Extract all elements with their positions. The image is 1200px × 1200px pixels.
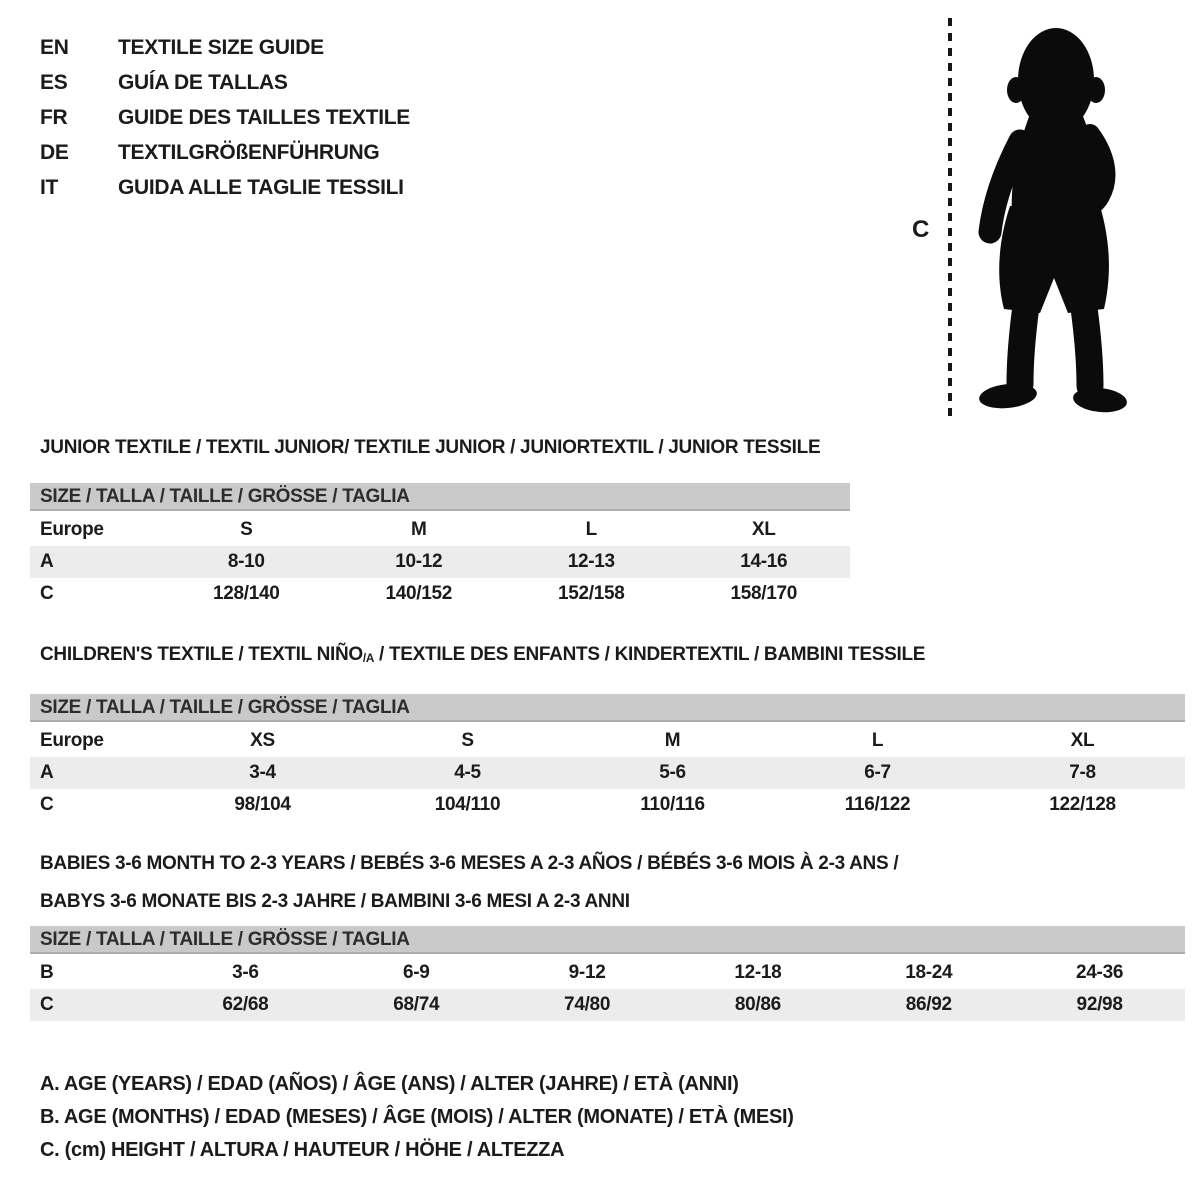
table-cell: M: [664, 730, 681, 752]
toddler-silhouette-icon: [968, 16, 1140, 416]
language-code: ES: [40, 71, 68, 94]
row-label: A: [40, 762, 54, 784]
language-code: EN: [40, 36, 69, 59]
language-title: TEXTILGRÖßENFÜHRUNG: [118, 141, 380, 164]
row-label: Europe: [40, 519, 104, 540]
language-row: [40, 100, 410, 135]
row-label: C: [40, 583, 54, 604]
table-row: [30, 578, 850, 610]
table-cell: 6-9: [402, 962, 430, 983]
table-cell: 110/116: [640, 794, 705, 816]
table-cell: 3-4: [249, 762, 276, 784]
table-cell: 74/80: [564, 994, 611, 1015]
language-title: GUIDE DES TAILLES TEXTILE: [118, 106, 410, 129]
table-row: [30, 725, 1185, 757]
height-figure: [900, 14, 1160, 424]
language-code: DE: [40, 141, 69, 164]
row-label: A: [40, 551, 54, 572]
table-cell: XL: [751, 519, 776, 540]
table-cell: 92/98: [1076, 994, 1123, 1015]
language-code: FR: [40, 106, 68, 129]
language-row: [40, 170, 410, 205]
table-cell: 116/122: [844, 794, 911, 816]
table-cell: XL: [1070, 730, 1095, 752]
babies-table-rows: [30, 957, 1185, 1021]
legend: [40, 1068, 794, 1167]
table-row: [30, 789, 1185, 821]
table-cell: 6-7: [864, 762, 891, 784]
language-header: [40, 30, 410, 205]
language-title: GUÍA DE TALLAS: [118, 71, 288, 94]
table-cell: 7-8: [1069, 762, 1096, 784]
legend-line-a: A. AGE (YEARS) / EDAD (AÑOS) / ÂGE (ANS) / ALTER (JAHRE) / ETÀ (ANNI): [40, 1073, 739, 1095]
table-cell: 152/158: [557, 583, 625, 604]
table-cell: 158/170: [730, 583, 798, 604]
table-cell: XS: [250, 730, 275, 752]
language-title: TEXTILE SIZE GUIDE: [118, 36, 324, 59]
table-cell: 98/104: [234, 794, 291, 816]
table-cell: 5-6: [659, 762, 686, 784]
table-cell: M: [410, 519, 427, 540]
table-cell: 62/68: [222, 994, 269, 1015]
babies-textile-section: [30, 845, 1185, 1021]
table-cell: 24-36: [1076, 962, 1124, 983]
table-cell: 10-12: [395, 551, 443, 572]
title-subscript: /A: [362, 652, 375, 666]
table-cell: L: [871, 730, 884, 752]
table-cell: 68/74: [393, 994, 440, 1015]
language-row: [40, 65, 410, 100]
babies-section-title-line1: BABIES 3-6 MONTH TO 2-3 YEARS / BEBÉS 3-6 MESES A 2-3 AÑOS / BÉBÉS 3-6 MOIS À 2-3 ANS /: [40, 853, 899, 874]
table-cell: 4-5: [454, 762, 481, 784]
table-cell: S: [461, 730, 474, 752]
table-cell: 8-10: [227, 551, 265, 572]
size-header-bar: SIZE / TALLA / TAILLE / GRÖSSE / TAGLIA: [30, 483, 850, 511]
children-textile-section: [30, 643, 1185, 821]
language-code: IT: [40, 176, 59, 199]
babies-section-title-line2: BABYS 3-6 MONATE BIS 2-3 JAHRE / BAMBINI 3-6 MESI A 2-3 ANNI: [40, 891, 630, 912]
table-row: [30, 757, 1185, 789]
language-title: GUIDA ALLE TAGLIE TESSILI: [118, 176, 404, 199]
junior-section-title: JUNIOR TEXTILE / TEXTIL JUNIOR/ TEXTILE JUNIOR / JUNIORTEXTIL / JUNIOR TESSILE: [40, 437, 821, 458]
table-row: [30, 514, 850, 546]
table-cell: 104/110: [434, 794, 501, 816]
table-cell: 14-16: [740, 551, 788, 572]
legend-line-c: C. (cm) HEIGHT / ALTURA / HAUTEUR / HÖHE / ALTEZZA: [40, 1139, 565, 1161]
table-cell: 128/140: [212, 583, 280, 604]
table-cell: 9-12: [568, 962, 606, 983]
children-section-title: CHILDREN'S TEXTILE / TEXTIL NIÑO/A / TEXTILE DES ENFANTS / KINDERTEXTIL / BAMBINI TESSILE: [40, 644, 926, 666]
children-table-rows: [30, 725, 1185, 821]
table-cell: 18-24: [905, 962, 953, 983]
row-label: Europe: [40, 730, 104, 752]
height-measure-line: [948, 18, 952, 416]
measure-label-c: C: [912, 216, 930, 243]
language-row: [40, 135, 410, 170]
table-cell: 3-6: [232, 962, 259, 983]
row-label: B: [40, 962, 54, 983]
legend-line-b: B. AGE (MONTHS) / EDAD (MESES) / ÂGE (MOIS) / ALTER (MONATE) / ETÀ (MESI): [40, 1106, 794, 1128]
junior-textile-section: [30, 436, 850, 610]
table-row: [30, 546, 850, 578]
table-cell: 80/86: [734, 994, 781, 1015]
table-cell: 12-18: [734, 962, 782, 983]
language-row: [40, 30, 410, 65]
table-cell: 140/152: [385, 583, 453, 604]
table-cell: 122/128: [1049, 794, 1116, 816]
table-row: [30, 989, 1185, 1021]
table-row: [30, 957, 1185, 989]
size-header-bar: SIZE / TALLA / TAILLE / GRÖSSE / TAGLIA: [30, 694, 1185, 722]
row-label: C: [40, 794, 54, 816]
table-cell: S: [240, 519, 253, 540]
table-cell: 12-13: [567, 551, 615, 572]
table-cell: 86/92: [905, 994, 952, 1015]
row-label: C: [40, 994, 54, 1015]
table-cell: L: [585, 519, 597, 540]
size-header-bar: SIZE / TALLA / TAILLE / GRÖSSE / TAGLIA: [30, 926, 1185, 954]
junior-table-rows: [30, 514, 850, 610]
